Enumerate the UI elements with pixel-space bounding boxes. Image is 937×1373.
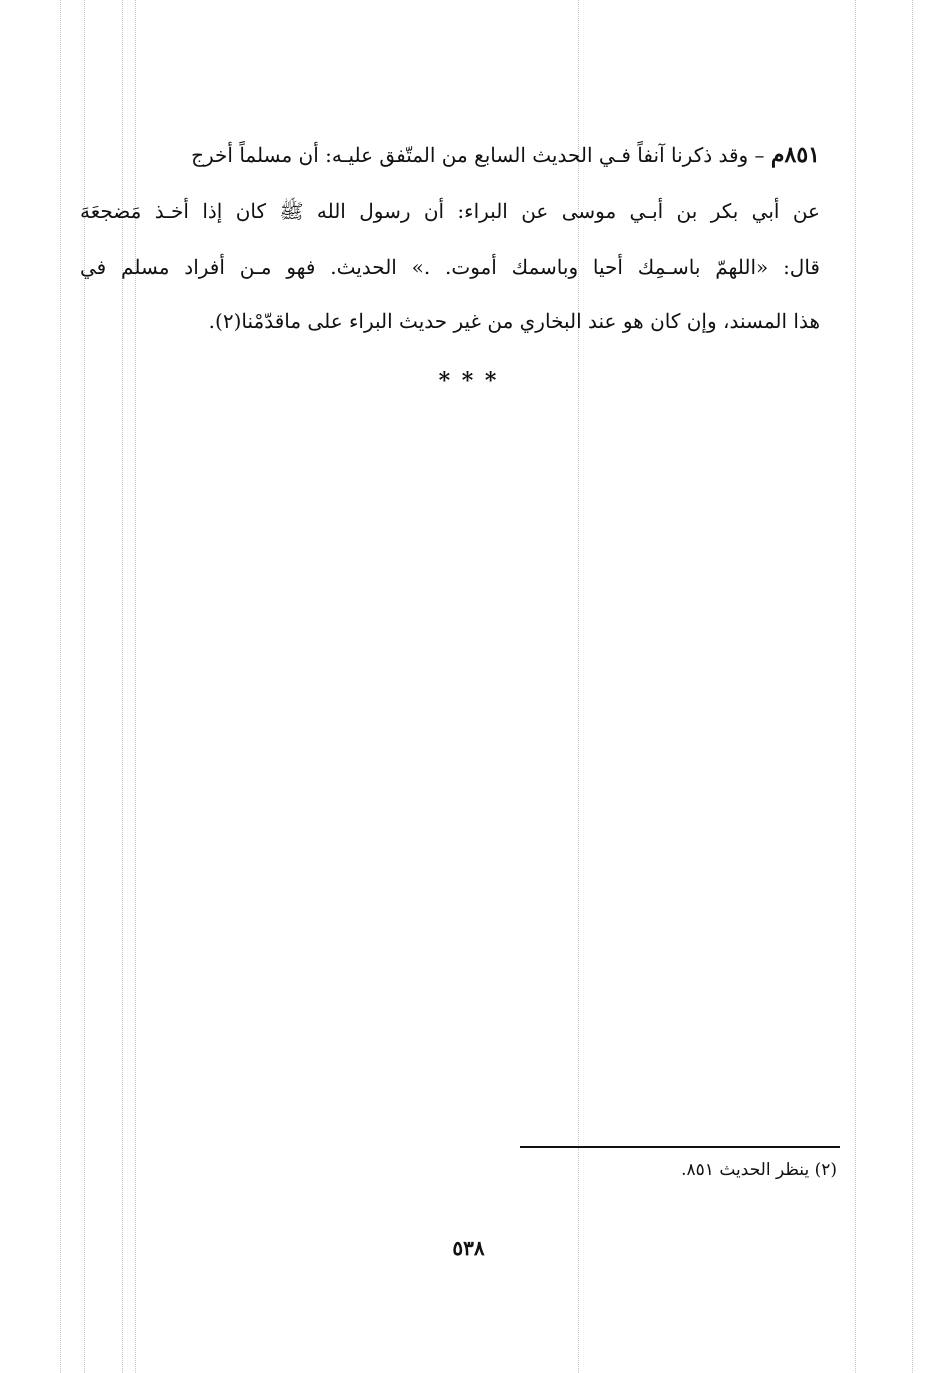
text-line-3: قال: «اللهمّ باسـمِك أحيا وباسمك أموت. .» الحديث. فهو مـن أفراد مسلم في <box>80 255 820 279</box>
page-number: ٥٣٨ <box>452 1236 485 1260</box>
entry-number: ٨٥١م <box>770 142 820 168</box>
scan-artifact-line <box>60 0 61 1373</box>
scan-artifact-line <box>855 0 856 1373</box>
scan-artifact-line <box>912 0 913 1373</box>
text-line-4: هذا المسند، وإن كان هو عند البخاري من غير حديث البراء على ماقدّمْنا(٢). <box>208 309 820 333</box>
footnote-rule <box>520 1146 840 1148</box>
text-line-2: عن أبي بكر بن أبـي موسى عن البراء: أن رسول الله ﷺ كان إذا أخـذ مَضجعَهَ <box>80 199 820 223</box>
text-line-1: ٨٥١م – وقد ذكرنا آنفاً فـي الحديث السابع من المتّفق عليـه: أن مسلماً أخرج <box>191 142 820 168</box>
section-separator: * * * <box>438 368 499 394</box>
footnote: (٢) ينظر الحديث ٨٥١. <box>681 1160 837 1180</box>
